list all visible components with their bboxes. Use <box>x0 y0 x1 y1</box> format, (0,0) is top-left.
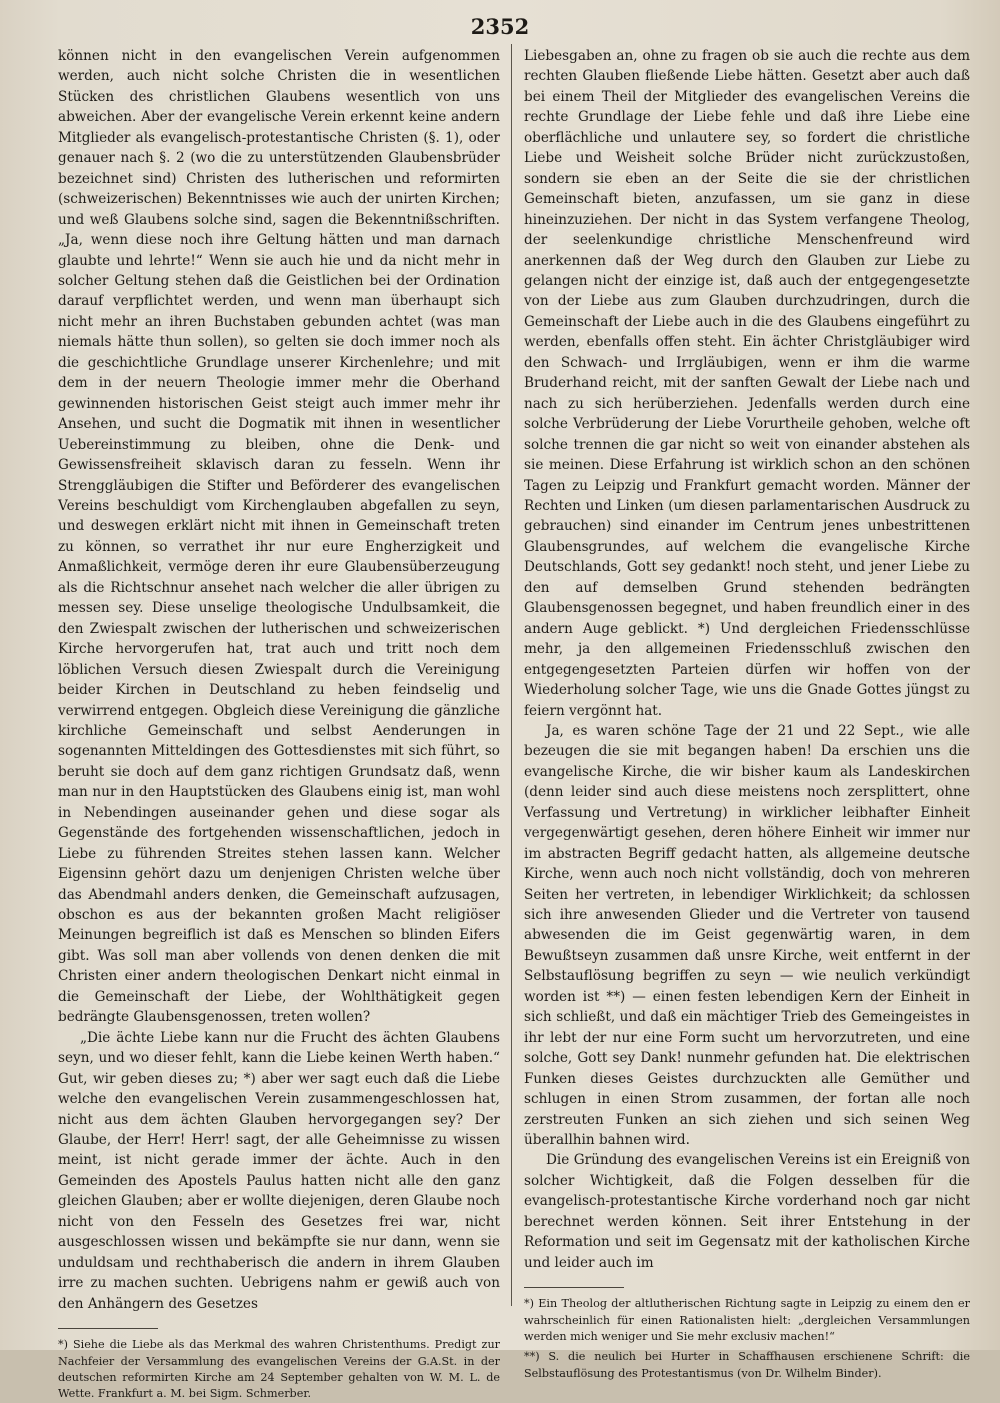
left-footnote-rule <box>58 1328 158 1329</box>
right-footnote-rule <box>524 1287 624 1288</box>
page-number: 2352 <box>470 14 530 39</box>
right-paragraph-3: Die Gründung des evangelischen Vereins ist ein Ereigniß von solcher Wichtigkeit, daß die Folgen desselben für die evangelisch-protestantische Kirche vorderhand noch gar nicht berechnet werden können. Seit ihrer Entstehung in der Reformation und seit im Gegensatz mit der katholischen Kirche und leider auch im <box>524 1152 970 1271</box>
right-footnote-1: *) Ein Theolog der altlutherischen Richtung sagte in Leipzig zu einem den er wahrscheinlich für einen Rationalisten hielt: „dergleichen Versammlungen werden mich weniger und Sie mehr exclusiv machen!“ <box>524 1297 970 1343</box>
right-paragraph-1: Liebesgaben an, ohne zu fragen ob sie auch die rechte aus dem rechten Glauben fließende Liebe hätten. Gesetzt aber auch daß bei einem Theil der Mitglieder des evangelischen Vereins die rechte Grundlage der Liebe fehle und daß ihre Liebe eine oberflächliche und unlautere sey, so fordert die christliche Liebe und Weisheit solche Brüder nicht zurückzustoßen, sondern sie eben an der Seite die sie der christlichen Gemeinschaft bieten, anzufassen, um sie ganz in diese hineinzuziehen. Der nicht in das System verfangene Theolog, der seelenkundige christliche Menschenfreund wird anerkennen daß der Weg durch den Glauben zur Liebe zu gelangen nicht der einzige ist, daß auch der entgegengesetzte von der Liebe aus zum Glauben durchzudringen, durch die Gemeinschaft der Liebe auch in die des Glaubens eingeführt zu werden, ebenfalls offen steht. Ein ächter Christgläubiger wird den Schwach- und Irrgläubigen, wenn er ihm die warme Bruderhand reicht, mit der sanften Gewalt der Liebe nach und nach zu sich herüberziehen. Jedenfalls werden durch eine solche Verbrüderung der Liebe Vorurtheile gehoben, welche oft solche trennen die gar nicht so weit von einander abstehen als sie meinen. Diese Erfahrung ist wirklich schon an den schönen Tagen zu Leipzig und Frankfurt gemacht worden. Männer der Rechten und Linken (um diesen parlamentarischen Ausdruck zu gebrauchen) sind einander im Centrum jenes unbestrittenen Glaubensgrundes, auf welchem die evangelische Kirche Deutschlands, Gott sey gedankt! noch steht, und jener Liebe zu den auf demselben Grund stehenden bedrängten Glaubensgenossen begegnet, und haben freundlich einer in des andern Auge geblickt. *) Und dergleichen Friedensschlüsse mehr, ja den allgemeinen Friedensschluß zwischen den entgegengesetzten Parteien dürfen wir hoffen von der Wiederholung solcher Tage, wie uns die Gnade Gottes jüngst zu feiern vergönnt hat. <box>524 48 970 719</box>
left-paragraph-1: können nicht in den evangelischen Verein aufgenommen werden, auch nicht solche Christen die in wesentlichen Stücken des christlichen Glaubens wesentlich von uns abweichen. Aber der evangelische Verein erkennt keine andern Mitglieder als evangelisch-protestantische Christen (§. 1), oder genauer nach §. 2 (wo die zu unterstützenden Glaubensbrüder bezeichnet sind) Christen des lutherischen und reformirten (schweizerischen) Bekenntnisses wie auch der unirten Kirchen; und weß Glaubens solche sind, sagen die Bekenntnißschriften. „Ja, wenn diese noch ihre Geltung hätten und man darnach glaubte und lehrte!“ Wenn sie auch hie und da nicht mehr in solcher Geltung stehen daß die Geistlichen bei der Ordination darauf verpflichtet werden, und wenn man überhaupt sich nicht mehr an ihren Buchstaben gebunden achtet (was man niemals hätte thun sollen), so gelten sie doch immer noch als die geschichtliche Grundlage unserer Kirchenlehre; und mit dem in der neuern Theologie immer mehr die Oberhand gewinnenden historischen Geist steigt auch immer mehr ihr Ansehen, und sucht die Dogmatik mit ihnen in wesentlicher Uebereinstimmung zu bleiben, ohne die Denk- und Gewissensfreiheit sklavisch daran zu fesseln. Wenn ihr Strenggläubigen die Stifter und Beförderer des evangelischen Vereins beschuldigt vom Kirchenglauben abgefallen zu seyn, und deswegen erklärt nicht mit ihnen in Gemeinschaft treten zu können, so verrathet ihr nur eure Engherzigkeit und Anmaßlichkeit, vermöge deren ihr eure Glaubensüberzeugung als die Richtschnur ansehet nach welcher die aller übrigen zu messen sey. Diese unselige theologische Undulbsamkeit, die den Zwiespalt zwischen der lutherischen und schweizerischen Kirche hervorgerufen hat, trat auch und tritt noch dem löblichen Versuch diesen Zwiespalt durch die Vereinigung beider Kirchen in Deutschland zu heben feindselig und verwirrend entgegen. Obgleich diese Vereinigung die gänzliche kirchliche Gemeinschaft und selbst Aenderungen in sogenannten Mitteldingen des Gottesdienstes mit sich führt, so beruht sie doch auf dem ganz richtigen Grundsatz daß, wenn man nur in den Hauptstücken des Glaubens einig ist, man wohl in Nebendingen auseinander gehen und diese sogar als Gegenstände des fortgehenden wissenschaftlichen, jedoch in Liebe zu führenden Streites stehen lassen kann. Welcher Eigensinn gehört dazu um denjenigen Christen welche über das Abendmahl anders denken, die Gemeinschaft aufzusagen, obschon es aus der bekannten großen Macht religiöser Meinungen begreiflich ist daß es Menschen so blinden Eifers gibt. Was soll man aber vollends von denen denken die mit Christen einer andern theologischen Denkart nicht einmal in die Gemeinschaft der Liebe, der Wohlthätigkeit gegen bedrängte Glaubensgenossen, treten wollen? <box>58 48 500 1026</box>
left-paragraph-2: „Die ächte Liebe kann nur die Frucht des ächten Glaubens seyn, und wo dieser fehlt, kann die Liebe keinen Werth haben.“ Gut, wir geben dieses zu; *) aber wer sagt euch daß die Liebe welche den evangelischen Verein zusammengeschlossen hat, nicht aus dem ächten Glauben hervorgegangen sey? Der Glaube, der Herr! Herr! sagt, der alle Geheimnisse zu wissen meint, ist nicht gerade immer der ächte. Auch in den Gemeinden des Apostels Paulus hatten nicht alle den ganz gleichen Glauben; aber er wollte diejenigen, deren Glaube noch nicht von den Fesseln des Gesetzes frei war, nicht ausgeschlossen wissen und bekämpfte sie nur dann, wenn sie unduldsam und rechthaberisch die andern in ihrem Glauben irre zu machen suchten. Uebrigens nahm er gewiß auch von den Anhängern des Gesetzes <box>58 1029 500 1312</box>
left-column <box>58 46 500 1403</box>
left-footnote-1: *) Siehe die Liebe als das Merkmal des wahren Christenthums. Predigt zur Nachfeier der Versammlung des evangelischen Vereins der G.A.St. in der deutschen reformirten Kirche am 24 September gehalten von W. M. L. de Wette. Frankfurt a. M. bei Sigm. Schmerber. <box>58 1338 500 1401</box>
right-column <box>524 46 970 1382</box>
right-paragraph-2: Ja, es waren schöne Tage der 21 und 22 Sept., wie alle bezeugen die sie mit begangen haben! Da erschien uns die evangelische Kirche, die wir bisher kaum als Landeskirchen (denn leider sind auch diese meistens noch zersplittert, ohne Verfassung und Vertretung) in wirklicher leibhafter Einheit vergegenwärtigt gesehen, deren höhere Einheit wir immer nur im abstracten Begriff gedacht hatten, als allgemeine deutsche Kirche, wenn auch noch nicht vollständig, doch von mehreren Seiten her vertreten, in lebendiger Wirklichkeit; da schlossen sich ihre anwesenden Glieder und die Vertreter von tausend abwesenden die im Geist gegenwärtig waren, in dem Bewußtseyn zusammen daß unsre Kirche, weit entfernt in der Selbstauflösung begriffen zu seyn — wie neulich verkündigt worden ist **) — einen festen lebendigen Kern der Einheit in sich schließt, und daß ein mächtiger Trieb des Gemeingeistes in ihr lebt der nur eine Form sucht um hervorzutreten, und eine solche, Gott sey Dank! nunmehr gefunden hat. Die elektrischen Funken dieses Geistes durchzuckten alle Gemüther und schlugen in einen Strom zusammen, der fortan alle noch zerstreuten Funken an sich ziehen und sich seinen Weg überallhin bahnen wird. <box>524 722 970 1149</box>
right-footnote-2: **) S. die neulich bei Hurter in Schaffhausen erschienene Schrift: die Selbstauflösung des Protestantismus (von Dr. Wilhelm Binder). <box>524 1350 970 1380</box>
column-divider <box>511 44 512 1306</box>
